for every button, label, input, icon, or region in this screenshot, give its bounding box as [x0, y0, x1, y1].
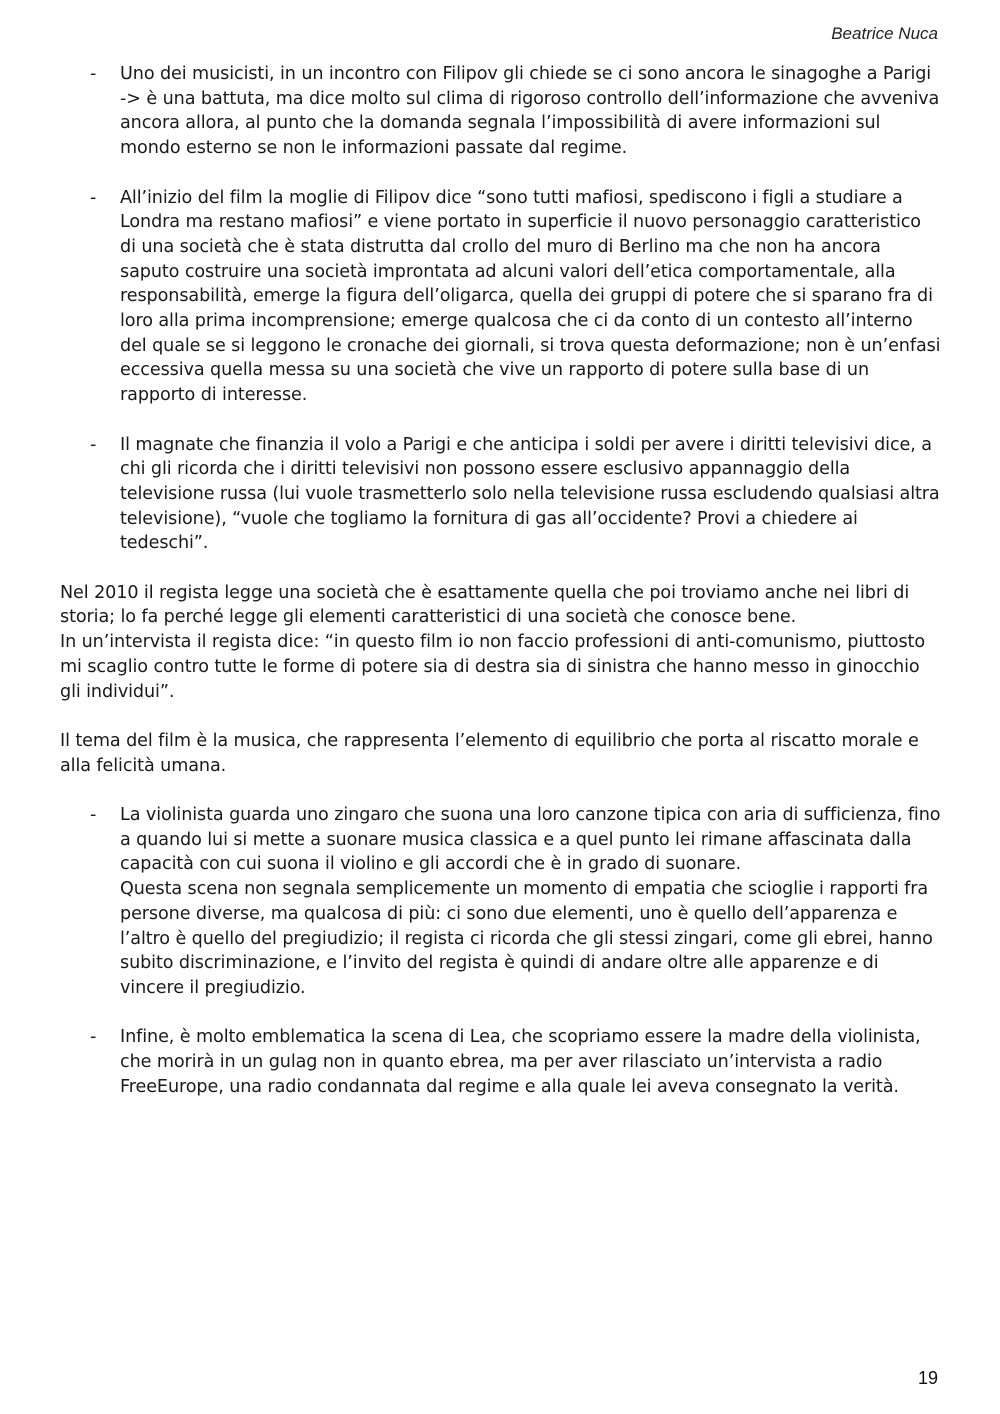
body-paragraph-group	[60, 581, 942, 705]
bullet-dash: -	[90, 434, 97, 455]
body-paragraph: Nel 2010 il regista legge una società che è esattamente quella che poi troviamo anche nei libri di storia; lo fa perché legge gli elementi caratteristici di una società che conosce bene.	[60, 582, 910, 628]
page-number: 19	[917, 1368, 938, 1388]
body-paragraph: In un’intervista il regista dice: “in questo film io non faccio professioni di anti-comunismo, piuttosto mi scaglio contro tutte le forme di potere sia di destra sia di sinistra che hanno messo in ginocchio gli individui”.	[60, 632, 925, 702]
list-item	[60, 62, 942, 161]
bullet-dash: -	[90, 805, 97, 826]
list-item-text: Il magnate che finanzia il volo a Parigi e che anticipa i soldi per avere i diritti televisivi dice, a chi gli ricorda che i diritti televisivi non possono essere esclusivo appannaggio della televisione russa (lui vuole trasmetterlo solo nella televisione russa escludendo qualsiasi altra televisione), “vuole che togliamo la fornitura di gas all’occidente? Provi a chiedere ai tedeschi”.	[120, 434, 940, 554]
page-content	[60, 62, 942, 1099]
list-item-text: La violinista guarda uno zingaro che suona una loro canzone tipica con aria di sufficienza, fino a quando lui si mette a suonare musica classica e a quel punto lei rimane affascinata dalla capacità con cui suona il violino e gli accordi che è in grado di suonare.	[120, 805, 941, 875]
bullet-dash: -	[90, 187, 97, 208]
bullet-dash: -	[90, 1027, 97, 1048]
list-item	[60, 433, 942, 557]
author-header: Beatrice Nuca	[831, 24, 938, 43]
list-item	[60, 186, 942, 408]
list-item-text: Infine, è molto emblematica la scena di Lea, che scopriamo essere la madre della violinista, che morirà in un gulag non in quanto ebrea, ma per aver rilasciato un’intervista a radio FreeEurope, una radio condannata dal regime e alla quale lei aveva consegnato la verità.	[120, 1027, 921, 1097]
list-item	[60, 803, 942, 1001]
theme-paragraph: Il tema del film è la musica, che rappresenta l’elemento di equilibrio che porta al riscatto morale e alla felicità umana.	[60, 730, 919, 776]
theme-paragraph-group	[60, 729, 942, 778]
list-item-text-continued: Questa scena non segnala semplicemente un momento di empatia che scioglie i rapporti fra persone diverse, ma qualcosa di più: ci sono due elementi, uno è quello dell’apparenza e l’altro è quello del pregiudizio; il regista ci ricorda che gli stessi zingari, come gli ebrei, hanno subito discriminazione, e l’invito del regista è quindi di andare oltre alle apparenze e di vincere il pregiudizio.	[120, 879, 933, 998]
list-item	[60, 1025, 942, 1099]
list-item-text: Uno dei musicisti, in un incontro con Filipov gli chiede se ci sono ancora le sinagoghe a Parigi -> è una battuta, ma dice molto sul clima di rigoroso controllo dell’informazione che avveniva ancora allora, al punto che la domanda segnala l’impossibilità di avere informazioni sul mondo esterno se non le informazioni passate dal regime.	[120, 64, 940, 159]
list-item-text: All’inizio del film la moglie di Filipov dice “sono tutti mafiosi, spediscono i figli a studiare a Londra ma restano mafiosi” e viene portato in superficie il nuovo personaggio caratteristico di una società che è stata distrutta dal crollo del muro di Berlino ma che non ha ancora saputo costruire una società improntata ad alcuni valori dell’etica comportamentale, alla responsabilità, emerge la figura dell’oligarca, quella dei gruppi di potere che si sparano fra di loro alla prima incomprensione; emerge qualcosa che ci da conto di un contesto all’interno del quale se si leggono le cronache dei giornali, si trova questa deformazione; non è un’enfasi eccessiva quella messa su una società che vive un rapporto di potere sulla base di un rapporto di interesse.	[120, 187, 941, 406]
bullet-dash: -	[90, 64, 97, 84]
